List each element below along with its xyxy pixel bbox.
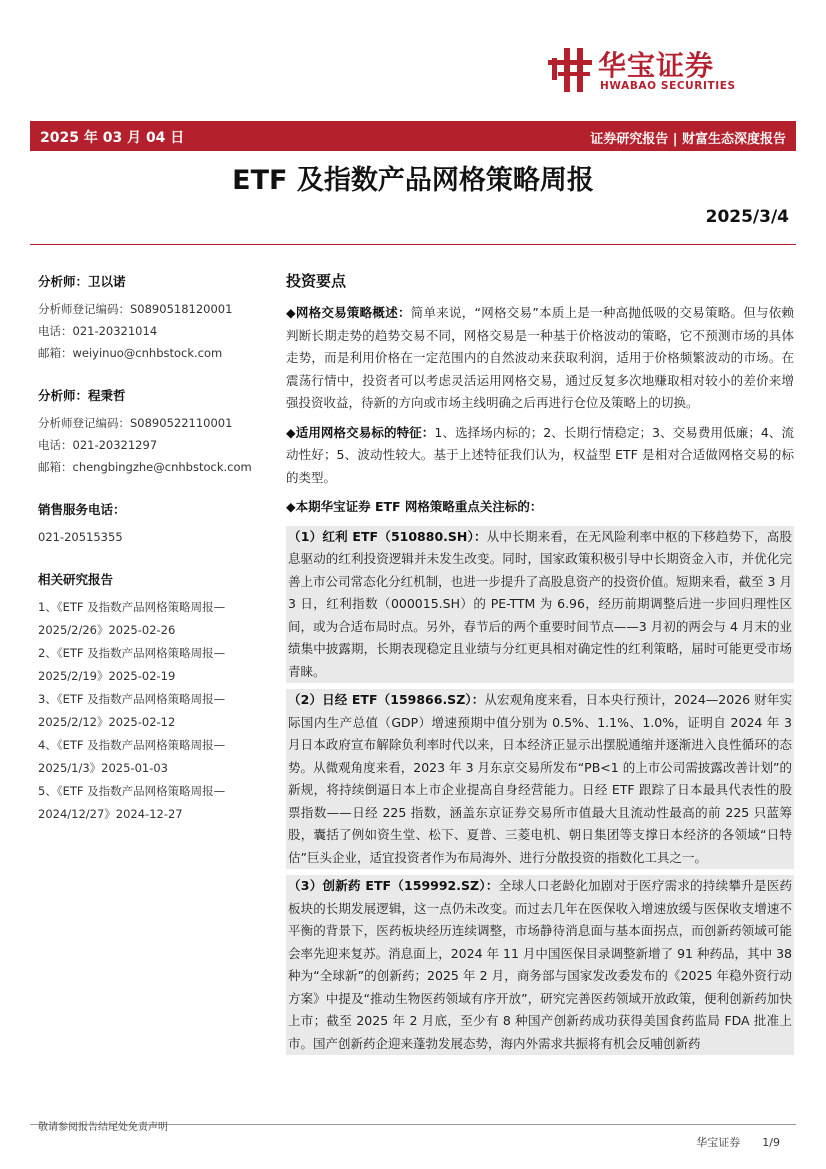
analyst-card [38,386,268,478]
etf-item-innovative-drug [286,875,794,1055]
related-report-item[interactable]: 4、《ETF 及指数产品网格策略周报— [38,738,226,752]
analyst-name: 分析师：卫以诺 [38,274,126,289]
sidebar [38,272,268,826]
related-reports [38,570,268,826]
analyst-email[interactable]: 邮箱：weiyinuo@cnhbstock.com [38,346,223,360]
paragraph-target-features [286,422,794,490]
sales-contact [38,500,268,548]
company-logo [548,44,780,94]
etf-item-dividend [286,526,794,684]
main-content [286,270,794,1061]
etf-item-text: 从宏观角度来看，日本央行预计，2024—2026 财年实际国内生产总值（GDP）增速预期中值分别为 0.5%、1.1%、1.0%，证明自 2024 年 3 月日本政府宣布解除负利率时代以来，日本经济正显示出摆脱通缩并逐渐进入良性循环的态势。从微观角度来看，2023 年 3 月东京交易所发布“PB<1 的上市公司需披露改善计划”的新规，将持续倒逼日本上市企业提高自身经营能力。日经 ETF 跟踪了日本最具代表性的股票指数——日经 225 指数，涵盖东京证券交易所市值最大且流动性最高的前 225 只蓝筹股，囊括了例如资生堂、松下、夏普、三菱电机、朝日集团等支撑日本经济的各领域“日特估”巨头企业，适宜投资者作为布局海外、进行分散投资的指数化工具之一。 [288,692,792,865]
related-report-item[interactable]: 1、《ETF 及指数产品网格策略周报— [38,600,226,614]
hwabao-logo-icon [548,44,592,92]
related-reports-heading: 相关研究报告 [38,572,114,587]
paragraph-lead: ◆本期华宝证券 ETF 网格策略重点关注标的： [286,499,543,514]
analyst-card [38,272,268,364]
analyst-phone: 电话：021-20321297 [38,438,158,452]
related-report-item[interactable]: 2025/2/12》2025-02-12 [38,715,176,729]
footer-disclaimer[interactable]: 敬请参阅报告结尾处免责声明 [38,1122,168,1133]
footer-company: 华宝证券 [696,1136,741,1149]
sales-label: 销售服务电话： [38,502,126,517]
analyst-registration: 分析师登记编码：S0890518120001 [38,302,233,316]
paragraph-text: 1、选择场内标的；2、长期行情稳定；3、交易费用低廉；4、流动性好；5、波动性较大。基于上述特征我们认为，权益型 ETF 是相对合适做网格交易的标的类型。 [286,424,794,485]
paragraph-lead: ◆适用网格交易标的特征： [286,424,435,440]
paragraph-lead: ◆网格交易策略概述： [286,305,411,320]
paragraph-focus-targets [286,496,794,519]
related-report-item[interactable]: 5、《ETF 及指数产品网格策略周报— [38,784,226,798]
footer-meta [674,1134,780,1150]
report-banner [30,121,796,151]
related-report-item[interactable]: 2025/2/19》2025-02-19 [38,669,176,683]
etf-item-lead: （1）红利 ETF（510880.SH）： [288,528,487,544]
page-number: 1/9 [762,1136,780,1149]
sales-phone: 021-20515355 [38,530,123,544]
related-report-item[interactable]: 2、《ETF 及指数产品网格策略周报— [38,646,226,660]
related-report-item[interactable]: 2025/1/3》2025-01-03 [38,761,168,775]
related-report-item[interactable]: 2025/2/26》2025-02-26 [38,623,176,637]
banner-report-type: 证券研究报告 | 财富生态深度报告 [590,132,786,147]
etf-item-lead: （3）创新药 ETF（159992.SZ）： [288,878,499,893]
logo-english-name: HWABAO SECURITIES [600,80,736,92]
report-title: ETF 及指数产品网格策略周报 [232,165,594,196]
report-date: 2025/3/4 [705,207,789,227]
paragraph-text: 简单来说，“网格交易”本质上是一种高抛低吸的交易策略。但与依赖判断长期走势的趋势交易不同，网格交易是一种基于价格波动的策略，它不预测市场的具体走势，而是利用价格在一定范围内的自然波动来获取利润，适用于价格频繁波动的市场。在震荡行情中，投资者可以考虑灵活运用网格交易，通过反复多次地赚取相对较小的差价来增强投资收益，待新的方向或市场主线明确之后再进行仓位及策略上的切换。 [286,305,795,410]
analyst-email[interactable]: 邮箱：chengbingzhe@cnhbstock.com [38,460,252,474]
etf-item-nikkei [286,689,794,869]
etf-item-lead: （2）日经 ETF（159866.SZ）： [288,692,485,707]
etf-item-text: 全球人口老龄化加剧对于医疗需求的持续攀升是医药板块的长期发展逻辑，这一点仍未改变。而过去几年在医保收入增速放缓与医保收支增速不平衡的背景下，医药板块经历连续调整，市场静待消息面与基本面拐点，而创新药领域可能会率先迎来复苏。消息面上，2024 年 11 月中国医保目录调整新增了 91 种药品，其中 38 种为“全球新”的创新药；2025 年 2 月，商务部与国家发改委发布的《2025 年稳外资行动方案》中提及“推动生物医药领域有序开放”，研究完善医药领域开放政策，便利创新药加快上市；截至 2025 年 2 月底，至少有 8 种国产创新药成功获得美国食药监局 FDA 批准上市。国产创新药企迎来蓬勃发展态势，海内外需求共振将有机会反哺创新药 [288,878,792,1051]
paragraph-strategy-overview [286,302,794,415]
related-report-item[interactable]: 2024/12/27》2024-12-27 [38,807,183,821]
title-divider [30,244,796,245]
analyst-name: 分析师：程秉哲 [38,388,126,403]
section-heading: 投资要点 [286,272,347,290]
related-report-item[interactable]: 3、《ETF 及指数产品网格策略周报— [38,692,226,706]
etf-item-text: 从中长期来看，在无风险利率中枢的下移趋势下，高股息驱动的红利投资逻辑并未发生改变。同时，国家政策积极引导中长期资金入市，并优化完善上市公司常态化分红机制，也进一步提升了高股息资产的投资价值。短期来看，截至 3 月 3 日，红利指数（000015.SH）的 PE-TTM 为 6.96，经历前期调整后进一步回归理性区间，或为合适布局时点。另外，春节后的两个重要时间节点——3 月初的两会与 4 月末的业绩集中披露期，长期表现稳定且业绩与分红更具相对确定性的红利策略，届时可能更受市场青睐。 [288,528,792,679]
banner-date: 2025 年 03 月 04 日 [40,130,185,146]
logo-chinese-name: 华宝证券 [598,49,715,82]
analyst-phone: 电话：021-20321014 [38,324,158,338]
analyst-registration: 分析师登记编码：S0890522110001 [38,416,233,430]
